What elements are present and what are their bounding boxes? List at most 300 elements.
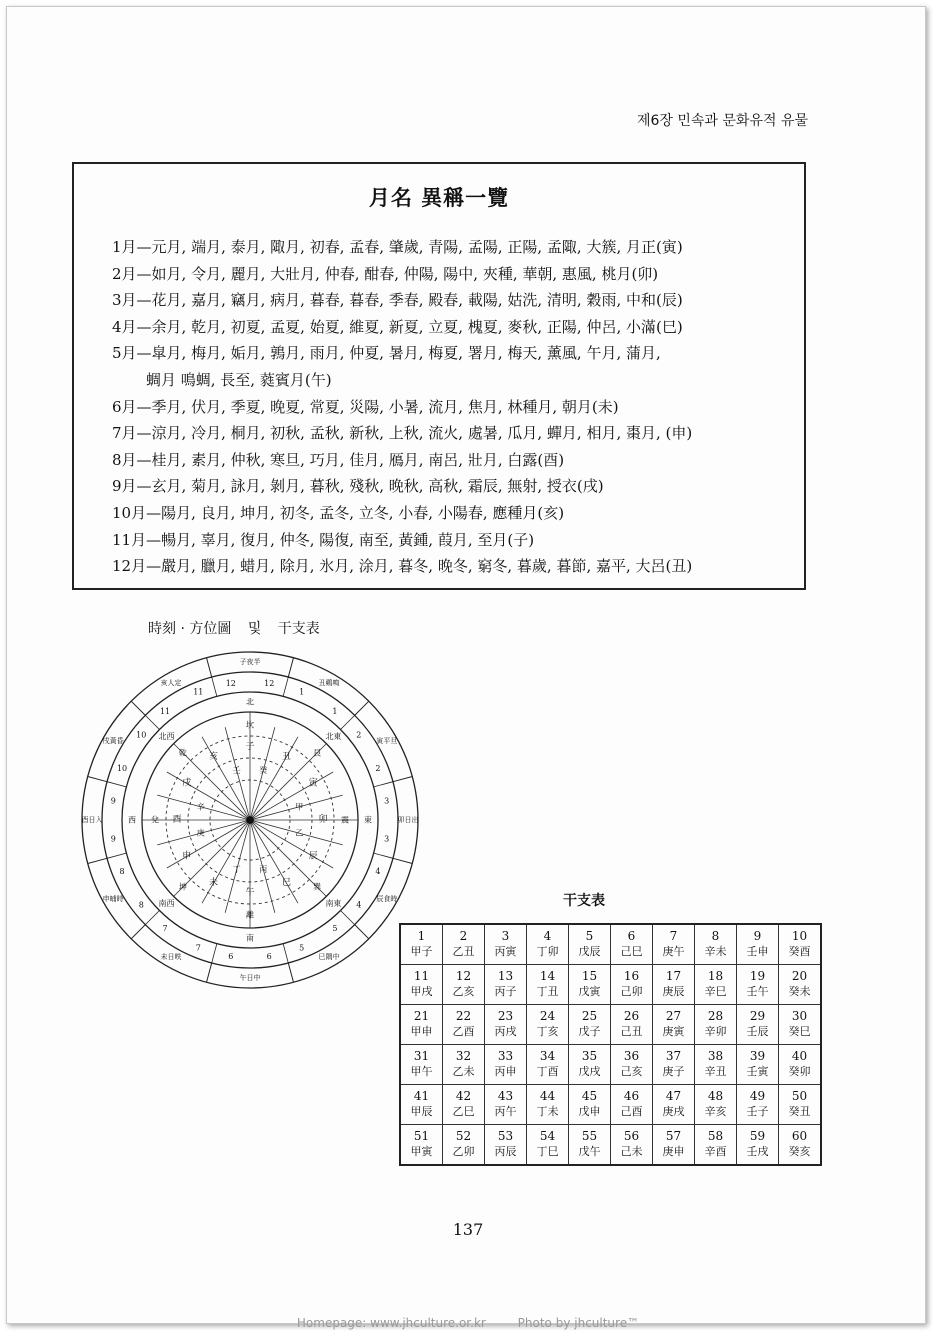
ganzhi-cell <box>779 1125 822 1166</box>
ganzhi-name: 甲子 <box>410 945 433 958</box>
direction-label: 南西 <box>158 898 175 908</box>
hour-number: 5 <box>332 924 338 934</box>
direction-label: 北 <box>246 697 254 707</box>
ganzhi-cell <box>779 1005 822 1045</box>
ganzhi-name: 丁亥 <box>536 1025 559 1038</box>
ganzhi-number: 34 <box>539 1049 556 1063</box>
ganzhi-number: 8 <box>711 929 720 943</box>
spoke <box>167 772 247 818</box>
stem-label: 乙 <box>295 828 304 838</box>
outer-time-label: 丑鷄鳴 <box>318 679 340 688</box>
stem-label: 癸 <box>259 766 268 776</box>
ganzhi-cell <box>400 924 443 965</box>
hour-number: 2 <box>375 763 381 773</box>
ganzhi-cell <box>695 965 737 1005</box>
ganzhi-number: 27 <box>665 1009 682 1023</box>
ganzhi-number: 42 <box>455 1089 472 1103</box>
month-line-3: 3月—花月, 嘉月, 竊月, 病月, 暮春, 暮春, 季春, 殿春, 載陽, 姑洗, 清明, 穀雨, 中和(辰) <box>112 291 683 310</box>
page-number: 137 <box>452 1220 484 1239</box>
ganzhi-name: 庚申 <box>662 1145 685 1158</box>
ganzhi-number: 54 <box>539 1129 556 1143</box>
ganzhi-name: 庚子 <box>662 1065 685 1078</box>
month-line-5: 5月—皐月, 梅月, 姤月, 鶉月, 雨月, 仲夏, 暑月, 梅夏, 署月, 梅天, 薰風, 午月, 蒲月, <box>112 344 661 363</box>
trigram-label: 震 <box>341 815 349 825</box>
branch-label: 酉 <box>172 815 182 825</box>
hour-number: 11 <box>193 687 204 697</box>
outer-time-label: 午日中 <box>239 974 261 982</box>
hour-number: 12 <box>225 678 236 688</box>
ganzhi-cell <box>695 1045 737 1085</box>
ganzhi-number: 47 <box>665 1089 682 1103</box>
trigram-label: 兌 <box>151 815 159 825</box>
spoke <box>252 823 298 903</box>
outer-time-label: 子夜半 <box>239 658 261 666</box>
ganzhi-number: 23 <box>497 1009 514 1023</box>
diagram-caption <box>148 618 332 638</box>
outer-time-label: 酉日入 <box>81 816 103 824</box>
branch-label: 辰 <box>308 851 318 862</box>
hour-number: 4 <box>375 867 381 877</box>
direction-label: 南東 <box>325 898 342 908</box>
month-line-12: 12月—嚴月, 臘月, 蜡月, 除月, 氷月, 涂月, 暮冬, 晚冬, 窮冬, 暮歲, 暮節, 嘉平, 大呂(丑) <box>112 557 693 576</box>
ganzhi-cell <box>695 924 737 965</box>
ganzhi-cell <box>653 965 695 1005</box>
ganzhi-number: 11 <box>413 969 430 983</box>
ganzhi-number: 2 <box>459 929 468 943</box>
ganzhi-number: 18 <box>707 969 724 983</box>
ganzhi-cell <box>400 1005 443 1045</box>
branch-label: 申 <box>182 851 192 862</box>
ganzhi-name: 庚辰 <box>662 985 685 998</box>
ganzhi-name: 丙辰 <box>494 1145 517 1158</box>
hour-number: 8 <box>138 900 144 910</box>
ganzhi-cell <box>779 1045 822 1085</box>
ganzhi-number: 58 <box>707 1129 724 1143</box>
outer-time-label: 未日昳 <box>160 952 182 961</box>
chapter-header: 제6장 민속과 문화유적 유물 <box>636 113 808 129</box>
outer-divider <box>131 701 145 715</box>
ganzhi-table <box>399 923 822 1166</box>
ganzhi-name: 辛丑 <box>704 1065 727 1078</box>
ganzhi-number: 48 <box>707 1089 724 1103</box>
outer-divider <box>131 925 145 939</box>
ganzhi-number: 36 <box>623 1049 640 1063</box>
ganzhi-cell <box>779 965 822 1005</box>
ganzhi-name: 己卯 <box>620 985 643 998</box>
ganzhi-number: 14 <box>539 969 556 983</box>
ganzhi-name: 癸巳 <box>788 1025 811 1038</box>
outer-time-label: 卯日出 <box>397 816 419 824</box>
hour-divider <box>374 782 393 787</box>
stem-label: 丙 <box>259 864 268 874</box>
ganzhi-number: 5 <box>585 929 594 943</box>
ganzhi-name: 戊午 <box>578 1145 601 1158</box>
month-list <box>112 234 792 580</box>
ganzhi-number: 15 <box>581 969 598 983</box>
ganzhi-cell <box>611 1085 653 1125</box>
ganzhi-number: 28 <box>707 1009 724 1023</box>
stem-label: 辛 <box>196 802 205 812</box>
ganzhi-name: 甲戌 <box>410 985 433 998</box>
ganzhi-number: 51 <box>413 1129 430 1143</box>
month-line-7: 7月—涼月, 冷月, 桐月, 初秋, 孟秋, 新秋, 上秋, 流火, 處暑, 瓜月, 蟬月, 相月, 棗月, (申) <box>112 424 693 443</box>
ganzhi-cell <box>611 1005 653 1045</box>
ganzhi-cell <box>779 924 822 965</box>
ganzhi-number: 24 <box>539 1009 556 1023</box>
ganzhi-cell <box>611 1045 653 1085</box>
ganzhi-number: 45 <box>581 1089 598 1103</box>
ganzhi-name: 丙子 <box>494 985 517 998</box>
ganzhi-number: 21 <box>413 1009 430 1023</box>
hour-number: 5 <box>299 943 305 953</box>
ganzhi-cell <box>485 924 527 965</box>
ganzhi-name: 戊戌 <box>578 1065 601 1078</box>
ganzhi-number: 35 <box>581 1049 598 1063</box>
month-line-5-cont: 蜩月 鳴蜩, 長至, 蕤賓月(午) <box>146 370 332 389</box>
ganzhi-name: 庚午 <box>662 945 685 958</box>
ganzhi-number: 43 <box>497 1089 514 1103</box>
hour-divider <box>212 677 217 696</box>
ganzhi-cell <box>443 1005 485 1045</box>
ganzhi-name: 壬辰 <box>746 1025 769 1038</box>
ganzhi-row <box>400 965 821 1005</box>
stem-label: 丁 <box>232 864 241 874</box>
ganzhi-cell <box>737 924 779 965</box>
hour-number: 6 <box>228 952 234 962</box>
month-names-box <box>72 162 806 590</box>
ganzhi-name: 壬寅 <box>746 1065 769 1078</box>
hour-number: 7 <box>195 943 201 953</box>
ganzhi-name: 丁巳 <box>536 1145 559 1158</box>
ganzhi-name: 丁酉 <box>536 1065 559 1078</box>
ganzhi-cell <box>653 1125 695 1166</box>
ganzhi-title: 干支表 <box>563 893 605 909</box>
ganzhi-name: 壬子 <box>746 1105 769 1118</box>
ganzhi-name: 辛亥 <box>704 1105 727 1118</box>
ganzhi-name: 乙丑 <box>452 945 475 958</box>
outer-time-label: 亥人定 <box>160 679 182 688</box>
outer-time-label: 寅平旦 <box>376 737 398 745</box>
ganzhi-number: 4 <box>543 929 552 943</box>
branch-label: 未 <box>208 878 219 889</box>
ganzhi-cell <box>485 1125 527 1166</box>
direction-label: 東 <box>364 815 372 825</box>
footer <box>0 1316 936 1330</box>
hour-number: 1 <box>299 687 305 697</box>
ganzhi-name: 壬午 <box>746 985 769 998</box>
hour-number: 10 <box>136 730 147 740</box>
direction-label: 西 <box>128 815 136 825</box>
ganzhi-name: 乙亥 <box>452 985 475 998</box>
ganzhi-number: 33 <box>497 1049 514 1063</box>
ganzhi-number: 41 <box>413 1089 430 1103</box>
ganzhi-name: 己巳 <box>620 945 643 958</box>
ganzhi-number: 3 <box>501 929 510 943</box>
outer-divider <box>88 858 107 863</box>
ganzhi-name: 壬申 <box>746 945 769 958</box>
hour-divider <box>145 715 159 729</box>
ganzhi-name: 甲寅 <box>410 1145 433 1158</box>
spoke <box>253 772 333 818</box>
ganzhi-cell <box>443 1085 485 1125</box>
ganzhi-name: 乙卯 <box>452 1145 475 1158</box>
ganzhi-name: 庚戌 <box>662 1105 685 1118</box>
outer-divider <box>207 658 212 677</box>
ganzhi-number: 16 <box>623 969 640 983</box>
ganzhi-number: 31 <box>413 1049 430 1063</box>
ganzhi-number: 10 <box>791 929 808 943</box>
spoke <box>167 822 247 868</box>
ganzhi-number: 38 <box>707 1049 724 1063</box>
hour-divider <box>107 853 126 858</box>
ganzhi-number: 30 <box>791 1009 808 1023</box>
hour-number: 3 <box>384 796 390 806</box>
outer-time-label: 辰食時 <box>376 895 398 903</box>
hour-divider <box>107 782 126 787</box>
ganzhi-number: 12 <box>455 969 472 983</box>
branch-label: 子 <box>245 742 255 752</box>
ganzhi-name: 乙酉 <box>452 1025 475 1038</box>
trigram-label: 巽 <box>313 882 322 892</box>
spoke <box>202 737 248 817</box>
hour-divider <box>283 677 288 696</box>
ganzhi-cell <box>400 965 443 1005</box>
ganzhi-number: 7 <box>669 929 678 943</box>
outer-time-label: 申晡時 <box>102 895 124 903</box>
hour-number: 9 <box>110 834 116 844</box>
branch-label: 午 <box>245 888 255 898</box>
ganzhi-number: 44 <box>539 1089 556 1103</box>
ganzhi-number: 1 <box>417 929 426 943</box>
ganzhi-cell <box>569 965 611 1005</box>
ganzhi-name: 甲申 <box>410 1025 433 1038</box>
ganzhi-cell <box>485 965 527 1005</box>
ganzhi-name: 丁丑 <box>536 985 559 998</box>
ganzhi-cell <box>485 1045 527 1085</box>
hour-number: 10 <box>116 763 128 773</box>
ganzhi-number: 32 <box>455 1049 472 1063</box>
outer-divider <box>355 701 369 715</box>
ganzhi-cell <box>527 924 569 965</box>
caption-part-3: 干支表 <box>277 621 320 637</box>
hour-number: 7 <box>162 924 168 934</box>
ganzhi-cell <box>485 1005 527 1045</box>
hour-divider <box>341 911 355 925</box>
trigram-label: 乾 <box>178 748 187 758</box>
hour-number: 9 <box>110 796 116 806</box>
ganzhi-name: 丙戌 <box>494 1025 517 1038</box>
ganzhi-name: 己丑 <box>620 1025 643 1038</box>
ganzhi-cell <box>527 1085 569 1125</box>
ganzhi-cell <box>653 1005 695 1045</box>
hour-number: 11 <box>159 706 171 716</box>
footer-photo: Photo by jhculture™ <box>517 1316 640 1330</box>
branch-label: 丑 <box>281 751 292 762</box>
ganzhi-cell <box>653 1085 695 1125</box>
ganzhi-cell <box>695 1005 737 1045</box>
ganzhi-number: 13 <box>497 969 514 983</box>
hour-divider <box>145 911 159 925</box>
ganzhi-number: 22 <box>455 1009 472 1023</box>
ganzhi-cell <box>695 1085 737 1125</box>
hour-number: 2 <box>356 730 362 740</box>
hour-divider <box>374 853 393 858</box>
ganzhi-cell <box>737 1125 779 1166</box>
month-line-9: 9月—玄月, 菊月, 詠月, 剝月, 暮秋, 殘秋, 晚秋, 高秋, 霜辰, 無射, 授衣(戌) <box>112 477 604 496</box>
hour-number: 6 <box>266 952 272 962</box>
ganzhi-cell <box>653 924 695 965</box>
ganzhi-cell <box>653 1045 695 1085</box>
ganzhi-row <box>400 1045 821 1085</box>
ganzhi-name: 戊申 <box>578 1105 601 1118</box>
branch-label: 寅 <box>308 778 318 789</box>
outer-time-label: 巳隅中 <box>318 952 340 961</box>
direction-label: 北西 <box>158 732 175 742</box>
ganzhi-number: 60 <box>791 1129 808 1143</box>
ganzhi-name: 丙午 <box>494 1105 517 1118</box>
ganzhi-name: 己未 <box>620 1145 643 1158</box>
ganzhi-name: 辛卯 <box>704 1025 727 1038</box>
ganzhi-cell <box>737 1005 779 1045</box>
ganzhi-cell <box>527 1005 569 1045</box>
ganzhi-name: 戊辰 <box>578 945 601 958</box>
ganzhi-name: 丙申 <box>494 1065 517 1078</box>
outer-divider <box>288 658 293 677</box>
ganzhi-number: 59 <box>749 1129 766 1143</box>
trigram-label: 艮 <box>313 748 322 758</box>
ganzhi-cell <box>569 1045 611 1085</box>
outer-divider <box>288 963 293 982</box>
ganzhi-cell <box>569 924 611 965</box>
branch-label: 亥 <box>208 751 219 762</box>
ganzhi-number: 56 <box>623 1129 640 1143</box>
stem-label: 庚 <box>196 828 205 838</box>
ganzhi-name: 甲辰 <box>410 1105 433 1118</box>
ganzhi-number: 52 <box>455 1129 472 1143</box>
branch-label: 戌 <box>182 778 192 789</box>
outer-time-label: 戌黃昏 <box>102 737 124 745</box>
caption-part-1: 時刻 · 方位圖 <box>148 621 232 637</box>
direction-label: 南 <box>246 933 254 943</box>
ganzhi-number: 57 <box>665 1129 682 1143</box>
month-line-4: 4月—余月, 乾月, 初夏, 孟夏, 始夏, 維夏, 新夏, 立夏, 槐夏, 麥秋, 正陽, 仲呂, 小滿(巳) <box>112 317 683 336</box>
trigram-label: 離 <box>246 910 254 920</box>
month-line-1: 1月—元月, 端月, 泰月, 陬月, 初春, 孟春, 肇歲, 青陽, 孟陽, 正陽, 孟陬, 大簇, 月正(寅) <box>112 238 683 256</box>
month-line-2: 2月—如月, 令月, 麗月, 大壯月, 仲春, 酣春, 仲陽, 陽中, 夾種, 華朝, 惠風, 桃月(卯) <box>112 264 659 283</box>
ganzhi-number: 40 <box>791 1049 808 1063</box>
ganzhi-cell <box>443 1125 485 1166</box>
trigram-label: 坎 <box>246 720 254 730</box>
ganzhi-cell <box>569 1125 611 1166</box>
hour-divider <box>341 715 355 729</box>
hour-divider <box>283 944 288 963</box>
ganzhi-cell <box>779 1085 822 1125</box>
ganzhi-name: 乙未 <box>452 1065 475 1078</box>
ganzhi-number: 17 <box>665 969 682 983</box>
outer-divider <box>88 777 107 782</box>
ganzhi-name: 癸酉 <box>788 945 811 958</box>
ganzhi-number: 50 <box>791 1089 808 1103</box>
ganzhi-number: 46 <box>623 1089 640 1103</box>
ganzhi-cell <box>737 1085 779 1125</box>
ganzhi-cell <box>443 1045 485 1085</box>
ganzhi-name: 乙巳 <box>452 1105 475 1118</box>
caption-part-2: 및 <box>247 621 262 637</box>
ganzhi-cell <box>569 1005 611 1045</box>
outer-divider <box>393 777 412 782</box>
center-dot <box>246 816 254 824</box>
ganzhi-name: 癸亥 <box>788 1145 811 1158</box>
hour-number: 8 <box>119 867 125 877</box>
ganzhi-cell <box>443 924 485 965</box>
time-direction-diagram <box>80 650 420 990</box>
month-line-11: 11月—暢月, 辜月, 復月, 仲冬, 陽復, 南至, 黃鍾, 葭月, 至月(子) <box>112 530 535 549</box>
ganzhi-cell <box>611 965 653 1005</box>
ganzhi-number: 6 <box>627 929 636 943</box>
spoke <box>252 737 298 817</box>
ganzhi-name: 丁未 <box>536 1105 559 1118</box>
ganzhi-name: 丁卯 <box>536 945 559 958</box>
spoke <box>202 823 248 903</box>
trigram-label: 坤 <box>178 882 187 892</box>
spoke <box>253 822 333 868</box>
ganzhi-number: 39 <box>749 1049 766 1063</box>
ganzhi-cell <box>527 1125 569 1166</box>
hour-number: 4 <box>356 900 362 910</box>
ganzhi-number: 37 <box>665 1049 682 1063</box>
ganzhi-number: 20 <box>791 969 808 983</box>
ganzhi-row <box>400 924 821 965</box>
month-line-10: 10月—陽月, 良月, 坤月, 初冬, 孟冬, 立冬, 小春, 小陽春, 應種月(亥) <box>112 503 565 522</box>
month-line-6: 6月—季月, 伏月, 季夏, 晚夏, 常夏, 災陽, 小暑, 流月, 焦月, 林種月, 朝月(未) <box>112 397 619 416</box>
outer-divider <box>393 858 412 863</box>
ganzhi-cell <box>485 1085 527 1125</box>
stem-label: 壬 <box>232 766 241 776</box>
ganzhi-cell <box>443 965 485 1005</box>
ganzhi-name: 癸卯 <box>788 1065 811 1078</box>
hour-number: 12 <box>264 678 275 688</box>
ganzhi-name: 癸未 <box>788 985 811 998</box>
ganzhi-number: 49 <box>749 1089 766 1103</box>
ganzhi-number: 55 <box>581 1129 598 1143</box>
ganzhi-name: 戊寅 <box>578 985 601 998</box>
ganzhi-name: 庚寅 <box>662 1025 685 1038</box>
ganzhi-name: 己酉 <box>620 1105 643 1118</box>
outer-divider <box>207 963 212 982</box>
ganzhi-cell <box>569 1085 611 1125</box>
ganzhi-name: 辛酉 <box>704 1145 727 1158</box>
ganzhi-name: 戊子 <box>578 1025 601 1038</box>
hour-number: 3 <box>384 834 390 844</box>
ganzhi-cell <box>695 1125 737 1166</box>
box-title: 月名 異稱一覽 <box>368 185 510 210</box>
ganzhi-cell <box>400 1085 443 1125</box>
ganzhi-name: 辛未 <box>704 945 727 958</box>
hour-divider <box>212 944 217 963</box>
ganzhi-number: 25 <box>581 1009 598 1023</box>
ganzhi-name: 己亥 <box>620 1065 643 1078</box>
outer-divider <box>355 925 369 939</box>
direction-label: 北東 <box>325 732 342 742</box>
ganzhi-name: 甲午 <box>410 1065 433 1078</box>
month-line-8: 8月—桂月, 素月, 仲秋, 寒旦, 巧月, 佳月, 鴈月, 南呂, 壯月, 白露(酉) <box>112 450 565 469</box>
ganzhi-name: 辛巳 <box>704 985 727 998</box>
branch-label: 卯 <box>318 815 328 825</box>
ganzhi-number: 29 <box>749 1009 766 1023</box>
ganzhi-cell <box>527 1045 569 1085</box>
ganzhi-number: 53 <box>497 1129 514 1143</box>
ganzhi-number: 26 <box>623 1009 640 1023</box>
